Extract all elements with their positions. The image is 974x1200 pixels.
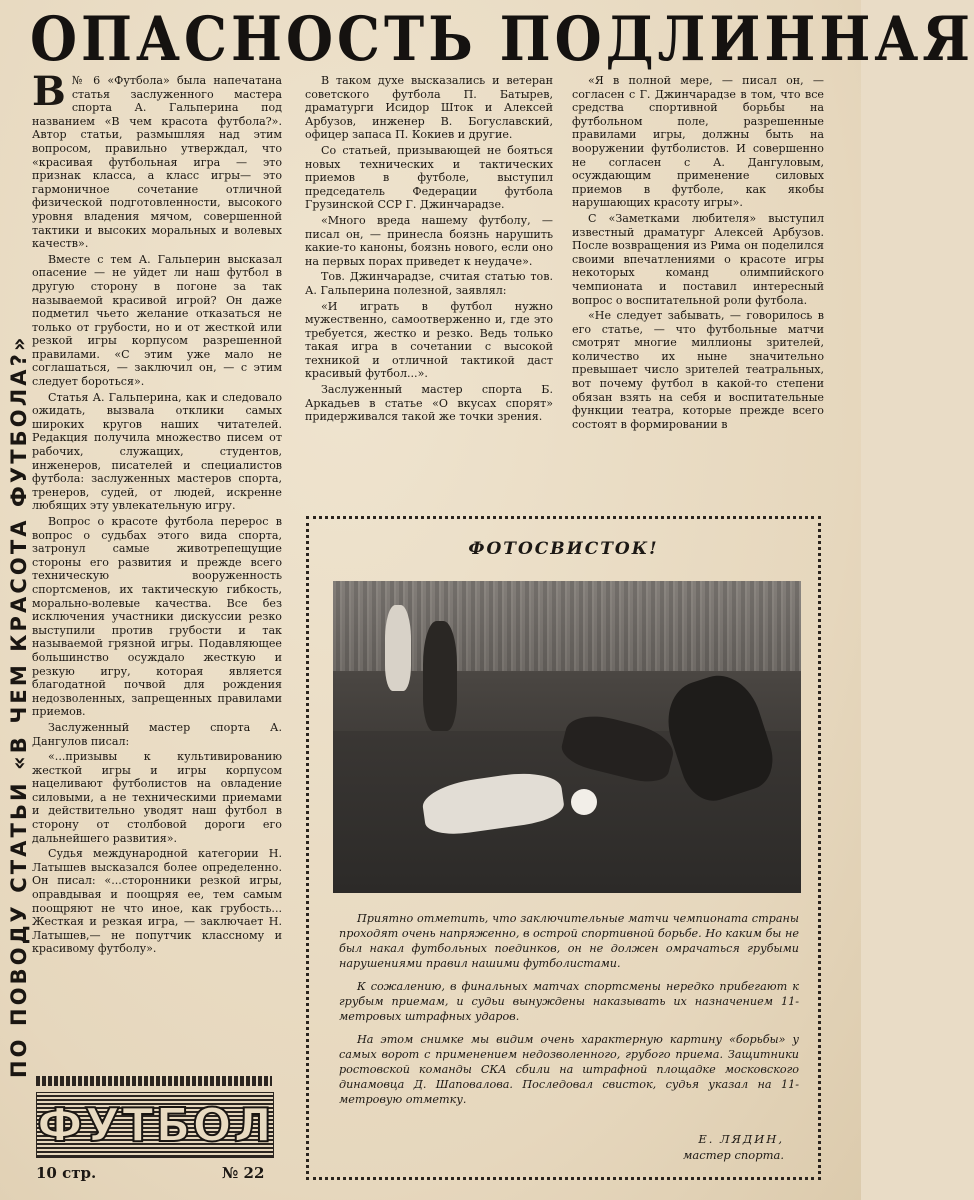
photo-feature-box <box>306 516 821 1180</box>
article-quote: «Я в полной мере, — писал он, — согласен с Г. Джинчарадзе в том, что все средства спортивной борьбы на футбольном поле, разрешенные правилами игры, должны быть на вооружении футболистов. И совершенно не согласен с А. Дангуловым, осуждающим применение силовых приемов в футболе, как якобы нарушающих красоту игры». <box>572 74 824 210</box>
decorative-rule <box>36 1076 272 1086</box>
article-column-1 <box>32 68 282 1064</box>
caption-paragraph: Приятно отметить, что заключительные матчи чемпионата страны проходят очень напряженно, в острой спортивной борьбе. Но каким бы не был накал футбольных поединков, он не должен омрачаться грубыми нарушениями правил нашими футболистами. <box>339 912 799 970</box>
drop-cap: В <box>32 68 66 115</box>
vertical-section-title: ПО ПОВОДУ СТАТЬИ «В ЧЕМ КРАСОТА ФУТБОЛА?» <box>7 334 31 1078</box>
article-quote: «...призывы к культивированию жесткой игры и игры корпусом нацеливают футболистов на овладение силовыми, а не техническими приемами и действительно уводят наш футбол в сторону от столбовой дороги его дальнейшего развития». <box>32 750 282 845</box>
article-paragraph: В таком духе высказались и ветеран советского футбола П. Батырев, драматурги Исидор Шток и Алексей Арбузов, инженер В. Богуславский, офицер запаса П. Кокиев и другие. <box>305 74 553 142</box>
player-figure <box>385 605 411 691</box>
article-quote: «И играть в футбол нужно мужественно, самоотверженно и, где это требуется, жестко и резко. Ведь только такая игра в сочетании с высокой техникой и отличной тактикой даст красивый футбол...». <box>305 299 553 381</box>
article-paragraph: В № 6 «Футбола» была напечатана статья заслуженного мастера спорта А. Гальперина под названием «В чем красота футбола?». Автор статьи, размышляя над этим вопросом, правильно утверждал, что «красивая футбольная игра — это признак класса, а класс игры— это гармоничное сочетание отличной физической подготовленности, высокого уровня владения мячом, совершенной тактики и высоких моральных и волевых качеств». <box>32 68 282 251</box>
article-paragraph: Заслуженный мастер спорта А. Дангулов писал: <box>32 720 282 748</box>
logo-text: ФУТБОЛ <box>37 1098 274 1152</box>
article-paragraph: Статья А. Гальперина, как и следовало ожидать, вызвала отклики самых широких кругов наших читателей. Редакция получила множество писем от рабочих, служащих, студентов, инженеров, писателей и специалистов футбола: заслуженных мастеров спорта, тренеров, судей, от людей, искренне любящих эту увлекательную игру. <box>32 390 282 513</box>
newspaper-logo <box>36 1092 274 1158</box>
page-number: 10 стр. <box>36 1164 97 1182</box>
article-paragraph: Судья международной категории Н. Латышев высказался более определенно. Он писал: «...сторонники резкой игры, оправдывая и поощряя ее, тем самым поощряют не что иное, как грубость... Жесткая и резкая игра, — заключает Н. Латышев,— не попутчик классному и красивому футболу». <box>32 847 282 956</box>
player-figure <box>423 621 457 731</box>
football-match-photo <box>333 581 801 893</box>
article-paragraph: Заслуженный мастер спорта Б. Аркадьев в статье «О вкусах спорят» придерживался такой же точки зрения. <box>305 383 553 424</box>
photo-caption <box>339 911 799 1115</box>
article-quote: «Много вреда нашему футболу, — писал он, — принесла боязнь нарушить какие-то каноны, боязнь нового, если оно на первых порах приведет к неудаче». <box>305 213 553 268</box>
article-paragraph: Вопрос о красоте футбола перерос в вопрос о судьбах этого вида спорта, затронул самые животрепещущие стороны его развития и прежде всего техническую вооруженность спортсменов, их тактическую гибкость, морально-волевые качества. Все без исключения участники дискуссии резко выступили против грубости и так называемой грязной игры. Подавляющее большинство осуждало жесткую и резкую игру, которая является благодатной почвой для рождения недозволенных, запрещенных правилами приемов. <box>32 515 282 719</box>
article-column-3 <box>572 74 824 514</box>
article-paragraph: Со статьей, призывающей не бояться новых технических и тактических приемов в футболе, выступил председатель Федерации футбола Грузинской ССР Г. Джинчарадзе. <box>305 143 553 212</box>
article-column-2 <box>305 74 553 514</box>
author-title: мастер спорта. <box>682 1148 784 1162</box>
headline: ОПАСНОСТЬ ПОДЛИННАЯ <box>30 3 974 75</box>
caption-paragraph: На этом снимке мы видим очень характерную картину «борьбы» у самых ворот с применением недозволенного, грубого приема. Защитники ростовской команды СКА сбили на штрафной площадке московского динамовца Д. Шаповалова. Последовал свисток, судья указал на 11-метровую отметку. <box>339 1033 799 1106</box>
article-quote: «Не следует забывать, — говорилось в его статье, — что футбольные матчи смотрят многие миллионы зрителей, количество их ныне значительно превышает число зрителей театральных, вот почему футбол в какой-то степени обязан взять на себя и воспитательные функции театра, которые прежде всего состоят в формировании в <box>572 309 824 431</box>
issue-number: № 22 <box>222 1164 265 1182</box>
caption-paragraph: К сожалению, в финальных матчах спортсмены нередко прибегают к грубым приемам, и судьи вынуждены наказывать их назначением 11-метровых штрафных ударов. <box>339 980 799 1023</box>
article-paragraph: Вместе с тем А. Гальперин высказал опасение — не уйдет ли наш футбол в другую сторону в погоне за так называемой красивой игрой? Он даже подметил чьето желание отказаться не только от грубости, но и от жесткой или резкой игры корпусом разрешенной правилами. «С этим уже мало не соглашаться, — заключил он, — с этим следует бороться». <box>32 252 282 389</box>
article-paragraph: Тов. Джинчарадзе, считая статью тов. А. Гальперина полезной, заявлял: <box>305 270 553 297</box>
author-name: Е. ЛЯДИН, <box>698 1132 784 1146</box>
article-paragraph: С «Заметками любителя» выступил известный драматург Алексей Арбузов. После возвращения из Рима он поделился своими впечатлениями о красоте игры некоторых команд олимпийского чемпионата и поставил интересный вопрос о воспитательной роли футбола. <box>572 211 824 307</box>
box-title: ФОТОСВИСТОК! <box>468 539 659 559</box>
author-signature <box>683 1131 784 1163</box>
player-figure <box>571 789 597 815</box>
